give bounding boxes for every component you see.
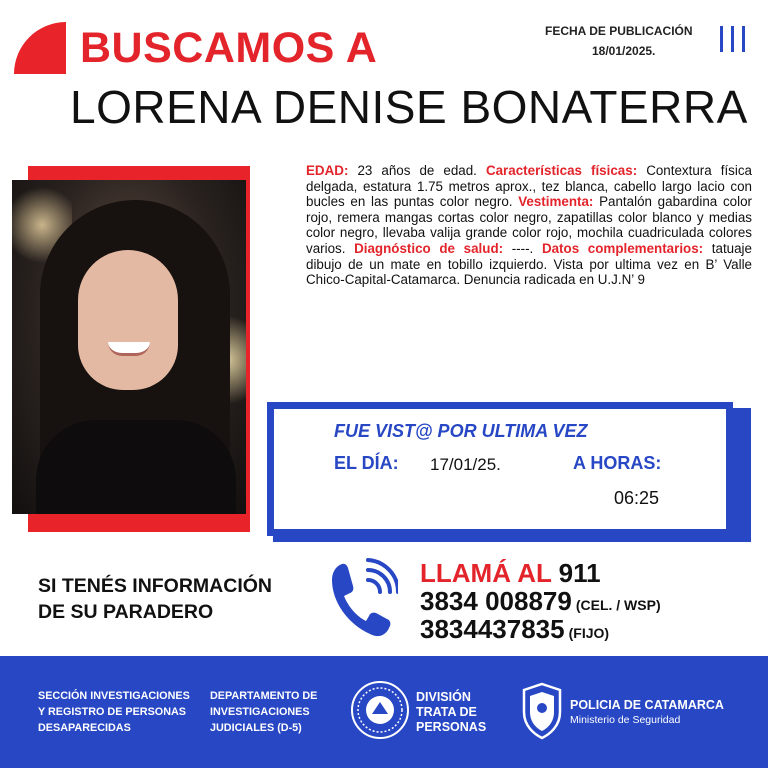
footer-org-3-line: PERSONAS — [416, 720, 487, 734]
footer-org-1-line: Y REGISTRO DE PERSONAS — [38, 706, 186, 718]
police-shield-icon — [520, 682, 564, 740]
footer-org-2-line: JUDICIALES (D-5) — [210, 722, 302, 734]
info-prompt-line2: DE SU PARADERO — [38, 601, 214, 623]
person-name: LORENA DENISE BONATERRA — [70, 81, 748, 133]
last-seen-hour-label: A HORAS: — [573, 453, 662, 473]
extra-label: Datos complementarios: — [541, 240, 704, 256]
poster-title: BUSCAMOS A — [80, 24, 378, 72]
call-number[interactable]: 911 — [558, 558, 601, 588]
physical-text: Contextura física delgada, estatura 1.75 metros aprox., tez blanca, cabello largo lacio con bucles en las puntas color negro. — [306, 163, 752, 210]
phone-note-2: (FIJO) — [568, 625, 610, 641]
red-corner-shape — [14, 22, 66, 74]
footer-org-4 — [570, 698, 724, 728]
call-line — [420, 558, 601, 589]
physical-label: Características físicas: — [485, 163, 638, 178]
clothing-text: Pantalón gabardina color rojo, remera mangas cortas color negro, zapatillas color blanco y medias color negro, llevaba valija grande color rojo, mochila cuadriculada colores varios. — [306, 194, 752, 256]
footer-org-3-line: TRATA DE — [416, 705, 477, 719]
footer-org-3-line: DIVISIÓN — [416, 690, 471, 704]
phone-number-2[interactable]: 3834437835 — [420, 614, 565, 644]
health-label: Diagnóstico de salud: — [354, 240, 504, 256]
footer-org-2-line: DEPARTAMENTO DE — [210, 690, 318, 702]
call-label: LLAMÁ AL — [420, 558, 552, 588]
footer-org-1 — [38, 688, 190, 736]
age-label: EDAD: — [306, 163, 349, 178]
extra-text: tatuaje dibujo de un mate en tobillo izquierdo. Vista por ultima vez en B’ Valle Chico-Capital-Catamarca. Denuncia radicada en U.J.N’ 9 — [306, 240, 752, 288]
phone-note-1: (CEL. / WSP) — [575, 597, 661, 613]
footer-org-2-line: INVESTIGACIONES — [210, 706, 310, 718]
last-seen-day-label: EL DÍA: — [334, 453, 399, 473]
phone-line-1 — [420, 586, 661, 617]
phone-number-1[interactable]: 3834 008879 — [420, 586, 572, 616]
phone-icon — [328, 558, 398, 640]
footer-org-1-line: SECCIÓN INVESTIGACIONES — [38, 690, 190, 702]
info-prompt — [38, 573, 272, 625]
last-seen-title: FUE VIST@ POR ULTIMA VEZ — [334, 421, 588, 441]
clothing-label: Vestimenta: — [518, 194, 594, 210]
footer-org-2 — [210, 688, 317, 736]
person-photo — [12, 180, 246, 514]
decorative-bars — [720, 26, 750, 52]
health-text: ----. — [503, 240, 542, 256]
seal-icon — [350, 680, 410, 740]
phone-line-2 — [420, 614, 609, 645]
age-text: 23 años de edad. — [348, 163, 486, 178]
footer-org-4-line: Ministerio de Seguridad — [570, 714, 681, 726]
description-text — [306, 163, 752, 288]
publication-label: FECHA DE PUBLICACIÓN — [545, 24, 693, 38]
last-seen-hour-value: 06:25 — [614, 488, 660, 508]
last-seen-day-value: 17/01/25. — [430, 455, 501, 474]
footer-org-4-line: POLICIA DE CATAMARCA — [570, 698, 724, 712]
footer-org-1-line: DESAPARECIDAS — [38, 722, 131, 734]
publication-date: 18/01/2025. — [592, 44, 656, 58]
footer-org-3 — [416, 690, 486, 735]
info-prompt-line1: SI TENÉS INFORMACIÓN — [38, 575, 273, 597]
